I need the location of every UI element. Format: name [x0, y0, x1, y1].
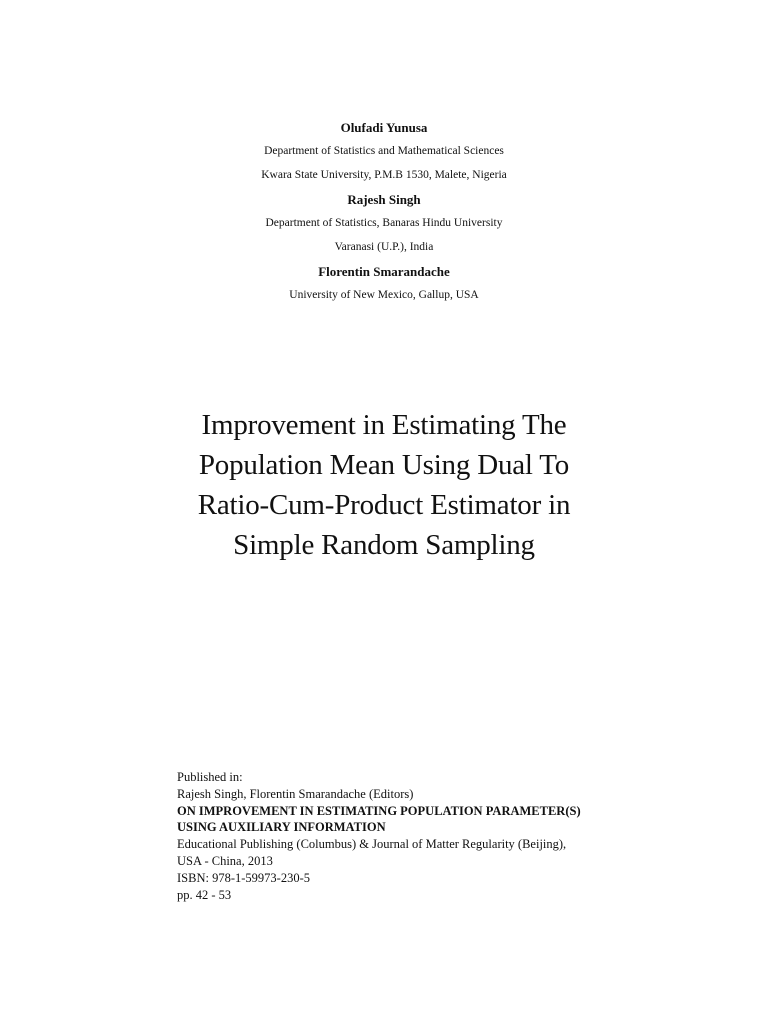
pages-line: pp. 42 - 53 [177, 887, 232, 902]
paper-title-line: Ratio-Cum-Product Estimator in [197, 489, 571, 521]
paper-title [84, 405, 684, 565]
paper-title-line: Simple Random Sampling [233, 529, 535, 561]
published-in-label: Published in: [177, 770, 243, 784]
author-block [0, 119, 768, 183]
author-list [0, 119, 768, 311]
author-block [0, 191, 768, 255]
publisher-line: USA - China, 2013 [177, 853, 273, 868]
book-title-line: USING AUXILIARY INFORMATION [177, 820, 386, 835]
author-affiliation-line: Department of Statistics and Mathematical Sciences [264, 145, 504, 157]
publication-info [177, 769, 617, 903]
book-title-line: ON IMPROVEMENT IN ESTIMATING POPULATION PARAMETER(S) [177, 803, 581, 818]
author-name: Olufadi Yunusa [340, 120, 428, 135]
isbn-line: ISBN: 978-1-59973-230-5 [177, 870, 310, 885]
editors-line: Rajesh Singh, Florentin Smarandache (Editors) [177, 786, 414, 801]
author-name: Rajesh Singh [347, 192, 421, 207]
author-block [0, 263, 768, 303]
author-affiliation-line: Kwara State University, P.M.B 1530, Malete, Nigeria [261, 169, 507, 181]
paper-title-line: Population Mean Using Dual To [198, 449, 570, 481]
author-affiliation-line: Department of Statistics, Banaras Hindu University [265, 217, 503, 229]
author-affiliation-line: Varanasi (U.P.), India [334, 241, 434, 253]
publisher-line: Educational Publishing (Columbus) & Journal of Matter Regularity (Beijing), [177, 837, 567, 852]
author-affiliation-line: University of New Mexico, Gallup, USA [289, 289, 479, 301]
author-name: Florentin Smarandache [318, 264, 450, 279]
paper-title-line: Improvement in Estimating The [201, 409, 567, 441]
